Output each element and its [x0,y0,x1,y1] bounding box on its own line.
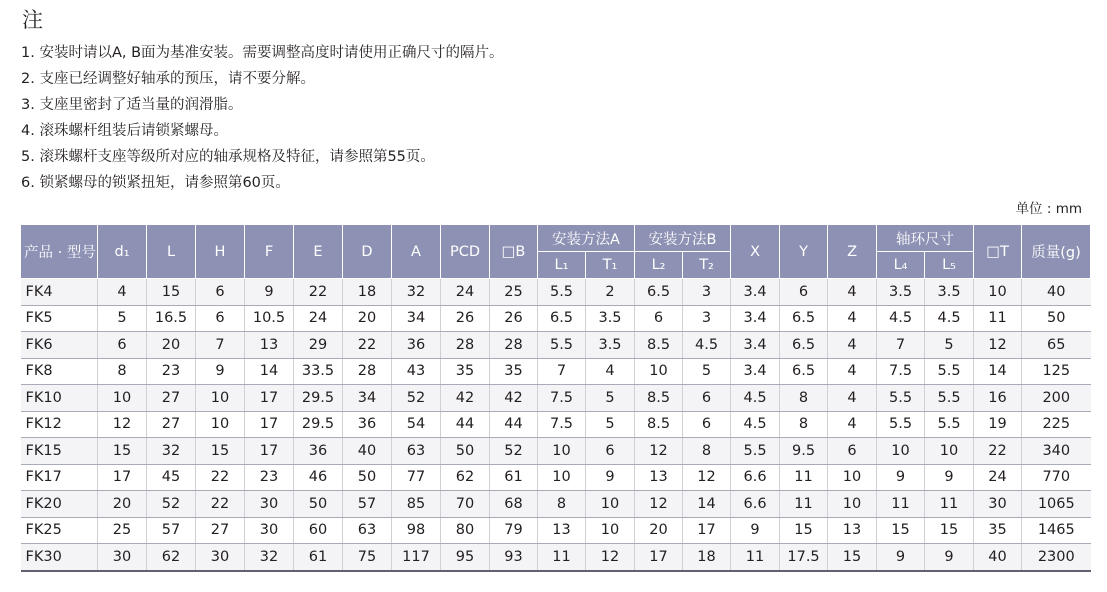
table-cell: 98 [392,517,441,544]
table-cell: 10 [538,438,586,465]
table-cell: 36 [294,438,343,465]
table-cell: 10 [586,517,635,544]
table-cell: 3 [683,305,731,332]
table-cell: 4 [98,279,147,306]
table-cell: 22 [974,438,1022,465]
model-cell: FK6 [21,332,98,359]
model-cell: FK15 [21,438,98,465]
table-cell: 17 [245,438,294,465]
header-A: A [392,225,441,279]
table-cell: 15 [925,517,974,544]
header-L4: L₄ [877,252,925,279]
table-cell: 26 [441,305,490,332]
table-cell: 5 [586,411,635,438]
table-cell: 40 [1022,279,1091,306]
table-cell: 79 [490,517,538,544]
page-title: 注 [22,8,43,32]
table-cell: 11 [925,491,974,518]
table-cell: 7 [196,332,245,359]
table-cell: 50 [343,464,392,491]
spec-table [20,224,1091,572]
table-cell: 4 [828,332,877,359]
table-cell: 6 [780,279,828,306]
table-cell: 24 [294,305,343,332]
table-cell: 4.5 [731,385,780,412]
table-cell: 10 [828,464,877,491]
header-E: E [294,225,343,279]
table-row [21,279,1091,306]
table-cell: 35 [974,517,1022,544]
note-item: 6. 锁紧螺母的锁紧扭矩，请参照第60页。 [21,175,290,191]
table-header [21,225,1091,279]
table-cell: 70 [441,491,490,518]
table-row [21,358,1091,385]
note-item: 3. 支座里密封了适当量的润滑脂。 [21,97,243,113]
model-cell: FK25 [21,517,98,544]
table-cell: 10 [925,438,974,465]
table-cell: 3.5 [586,332,635,359]
table-cell: 7.5 [538,411,586,438]
table-row [21,544,1091,571]
table-cell: 27 [147,385,196,412]
table-cell: 22 [343,332,392,359]
table-cell: 3.4 [731,332,780,359]
table-cell: 11 [780,464,828,491]
table-cell: 32 [245,544,294,571]
table-cell: 6.6 [731,491,780,518]
table-cell: 57 [147,517,196,544]
table-cell: 8 [538,491,586,518]
table-body [21,279,1091,571]
table-cell: 4.5 [877,305,925,332]
table-cell: 44 [441,411,490,438]
table-cell: 11 [877,491,925,518]
table-cell: 11 [538,544,586,571]
table-cell: 7.5 [877,358,925,385]
note-item: 2. 支座已经调整好轴承的预压，请不要分解。 [21,71,315,87]
table-cell: 6 [98,332,147,359]
table-row [21,464,1091,491]
table-cell: 9 [196,358,245,385]
table-cell: 3.4 [731,358,780,385]
header-model: 产品 · 型号 [21,225,98,279]
table-cell: 30 [974,491,1022,518]
table-cell: 17 [683,517,731,544]
table-cell: 5 [683,358,731,385]
table-cell: 6.5 [780,332,828,359]
table-cell: 7 [877,332,925,359]
table-cell: 25 [490,279,538,306]
table-cell: 5.5 [925,411,974,438]
header-D: D [343,225,392,279]
table-cell: 27 [147,411,196,438]
table-cell: 23 [147,358,196,385]
table-cell: 22 [196,491,245,518]
model-cell: FK5 [21,305,98,332]
table-cell: 29 [294,332,343,359]
table-cell: 4 [828,358,877,385]
header-b: □B [490,225,538,279]
table-cell: 60 [294,517,343,544]
table-cell: 15 [147,279,196,306]
table-cell: 95 [441,544,490,571]
table-cell: 50 [294,491,343,518]
table-cell: 10 [586,491,635,518]
table-cell: 3.4 [731,279,780,306]
table-cell: 9.5 [780,438,828,465]
table-cell: 32 [147,438,196,465]
table-cell: 3.5 [877,279,925,306]
model-cell: FK4 [21,279,98,306]
header-d1: d₁ [98,225,147,279]
table-cell: 46 [294,464,343,491]
table-cell: 77 [392,464,441,491]
header-L5: L₅ [925,252,974,279]
header-X: X [731,225,780,279]
table-cell: 4.5 [683,332,731,359]
table-cell: 19 [974,411,1022,438]
table-cell: 8 [98,358,147,385]
table-cell: 57 [343,491,392,518]
table-cell: 26 [490,305,538,332]
table-cell: 54 [392,411,441,438]
table-cell: 5 [98,305,147,332]
table-cell: 14 [683,491,731,518]
table-cell: 34 [392,305,441,332]
table-row [21,385,1091,412]
table-cell: 9 [245,279,294,306]
table-cell: 29.5 [294,385,343,412]
table-cell: 20 [635,517,683,544]
table-cell: 80 [441,517,490,544]
table-cell: 9 [731,517,780,544]
table-cell: 20 [343,305,392,332]
table-cell: 12 [586,544,635,571]
table-cell: 15 [877,517,925,544]
table-row [21,491,1091,518]
table-cell: 10 [974,279,1022,306]
table-cell: 15 [196,438,245,465]
table-cell: 200 [1022,385,1091,412]
table-cell: 29.5 [294,411,343,438]
table-cell: 93 [490,544,538,571]
table-cell: 17 [635,544,683,571]
header-pcd: PCD [441,225,490,279]
table-cell: 27 [196,517,245,544]
table-cell: 5 [586,385,635,412]
table-cell: 9 [877,464,925,491]
table-cell: 22 [294,279,343,306]
table-cell: 6.5 [780,358,828,385]
notes-list [21,40,504,196]
table-cell: 9 [877,544,925,571]
table-cell: 12 [683,464,731,491]
table-cell: 62 [441,464,490,491]
table-cell: 85 [392,491,441,518]
table-cell: 52 [147,491,196,518]
table-cell: 5.5 [538,332,586,359]
table-cell: 22 [196,464,245,491]
table-cell: 13 [635,464,683,491]
table-cell: 2 [586,279,635,306]
table-row [21,305,1091,332]
table-cell: 1065 [1022,491,1091,518]
table-cell: 8.5 [635,411,683,438]
model-cell: FK12 [21,411,98,438]
table-cell: 10 [196,385,245,412]
table-cell: 28 [441,332,490,359]
header-mass: 质量(g) [1022,225,1091,279]
table-cell: 6 [683,385,731,412]
table-cell: 18 [683,544,731,571]
header-T: □T [974,225,1022,279]
model-cell: FK20 [21,491,98,518]
table-cell: 11 [731,544,780,571]
table-cell: 35 [441,358,490,385]
table-cell: 8.5 [635,385,683,412]
table-cell: 35 [490,358,538,385]
table-cell: 17.5 [780,544,828,571]
table-cell: 6 [683,411,731,438]
unit-label: 单位 : mm [1015,201,1082,217]
table-cell: 13 [828,517,877,544]
table-cell: 10 [196,411,245,438]
model-cell: FK8 [21,358,98,385]
table-cell: 68 [490,491,538,518]
table-cell: 225 [1022,411,1091,438]
table-cell: 36 [392,332,441,359]
table-cell: 3.5 [925,279,974,306]
table-cell: 30 [98,544,147,571]
table-cell: 8 [683,438,731,465]
table-cell: 6.5 [538,305,586,332]
table-cell: 4.5 [731,411,780,438]
table-cell: 4 [828,411,877,438]
table-cell: 9 [925,544,974,571]
table-cell: 25 [98,517,147,544]
table-cell: 7.5 [538,385,586,412]
table-cell: 3.4 [731,305,780,332]
table-cell: 13 [245,332,294,359]
table-cell: 61 [490,464,538,491]
table-cell: 61 [294,544,343,571]
table-cell: 45 [147,464,196,491]
table-cell: 44 [490,411,538,438]
table-cell: 10 [635,358,683,385]
table-cell: 10 [877,438,925,465]
table-cell: 40 [974,544,1022,571]
table-cell: 6 [828,438,877,465]
table-cell: 6.5 [635,279,683,306]
table-cell: 5.5 [925,358,974,385]
table-cell: 42 [490,385,538,412]
model-cell: FK17 [21,464,98,491]
table-cell: 7 [538,358,586,385]
table-cell: 6 [196,305,245,332]
header-collar: 轴环尺寸 [877,225,974,252]
table-cell: 5.5 [877,411,925,438]
table-cell: 9 [586,464,635,491]
table-cell: 14 [245,358,294,385]
header-method-a: 安装方法A [538,225,635,252]
table-cell: 5.5 [877,385,925,412]
table-cell: 32 [392,279,441,306]
header-Y: Y [780,225,828,279]
note-item: 5. 滚珠螺杆支座等级所对应的轴承规格及特征，请参照第55页。 [21,149,435,165]
table-row [21,517,1091,544]
table-cell: 11 [974,305,1022,332]
header-L2: L₂ [635,252,683,279]
header-T2: T₂ [683,252,731,279]
table-cell: 20 [147,332,196,359]
table-cell: 6.6 [731,464,780,491]
table-cell: 23 [245,464,294,491]
table-cell: 16 [974,385,1022,412]
table-cell: 6.5 [780,305,828,332]
table-cell: 1465 [1022,517,1091,544]
table-cell: 52 [392,385,441,412]
table-cell: 6 [196,279,245,306]
note-item: 4. 滚珠螺杆组装后请锁紧螺母。 [21,123,228,139]
table-cell: 9 [925,464,974,491]
table-cell: 340 [1022,438,1091,465]
table-cell: 15 [828,544,877,571]
table-cell: 30 [245,491,294,518]
table-cell: 62 [147,544,196,571]
table-cell: 50 [1022,305,1091,332]
table-cell: 30 [196,544,245,571]
table-cell: 4.5 [925,305,974,332]
table-cell: 52 [490,438,538,465]
table-cell: 63 [392,438,441,465]
model-cell: FK10 [21,385,98,412]
table-cell: 30 [245,517,294,544]
table-cell: 42 [441,385,490,412]
table-cell: 24 [974,464,1022,491]
note-item: 1. 安装时请以A, B面为基准安装。需要调整高度时请使用正确尺寸的隔片。 [21,45,504,61]
table-cell: 33.5 [294,358,343,385]
table-cell: 24 [441,279,490,306]
table-cell: 770 [1022,464,1091,491]
table-cell: 12 [635,438,683,465]
table-cell: 8.5 [635,332,683,359]
table-cell: 12 [974,332,1022,359]
header-T1: T₁ [586,252,635,279]
table-cell: 10 [828,491,877,518]
table-cell: 8 [780,411,828,438]
table-cell: 6 [586,438,635,465]
header-Z: Z [828,225,877,279]
table-cell: 75 [343,544,392,571]
table-cell: 5 [925,332,974,359]
table-cell: 5.5 [538,279,586,306]
table-cell: 50 [441,438,490,465]
header-F: F [245,225,294,279]
table-row [21,438,1091,465]
table-cell: 10 [538,464,586,491]
table-cell: 13 [538,517,586,544]
table-cell: 18 [343,279,392,306]
table-cell: 40 [343,438,392,465]
table-cell: 3.5 [586,305,635,332]
table-cell: 117 [392,544,441,571]
table-cell: 17 [245,385,294,412]
table-cell: 125 [1022,358,1091,385]
table-cell: 15 [98,438,147,465]
table-cell: 6 [635,305,683,332]
table-cell: 20 [98,491,147,518]
table-cell: 8 [780,385,828,412]
header-L: L [147,225,196,279]
table-cell: 63 [343,517,392,544]
table-cell: 43 [392,358,441,385]
table-cell: 4 [828,279,877,306]
table-row [21,411,1091,438]
table-cell: 16.5 [147,305,196,332]
table-cell: 10.5 [245,305,294,332]
table-cell: 36 [343,411,392,438]
table-cell: 3 [683,279,731,306]
table-cell: 2300 [1022,544,1091,571]
table-cell: 4 [586,358,635,385]
table-cell: 4 [828,385,877,412]
table-row [21,332,1091,359]
table-cell: 17 [245,411,294,438]
table-cell: 65 [1022,332,1091,359]
table-cell: 17 [98,464,147,491]
table-cell: 5.5 [731,438,780,465]
table-cell: 34 [343,385,392,412]
table-cell: 10 [98,385,147,412]
header-L1: L₁ [538,252,586,279]
table-cell: 12 [98,411,147,438]
header-method-b: 安装方法B [635,225,731,252]
table-cell: 11 [780,491,828,518]
table-cell: 4 [828,305,877,332]
model-cell: FK30 [21,544,98,571]
table-cell: 28 [343,358,392,385]
header-H: H [196,225,245,279]
table-cell: 14 [974,358,1022,385]
table-cell: 28 [490,332,538,359]
table-cell: 15 [780,517,828,544]
table-cell: 5.5 [925,385,974,412]
table-cell: 12 [635,491,683,518]
